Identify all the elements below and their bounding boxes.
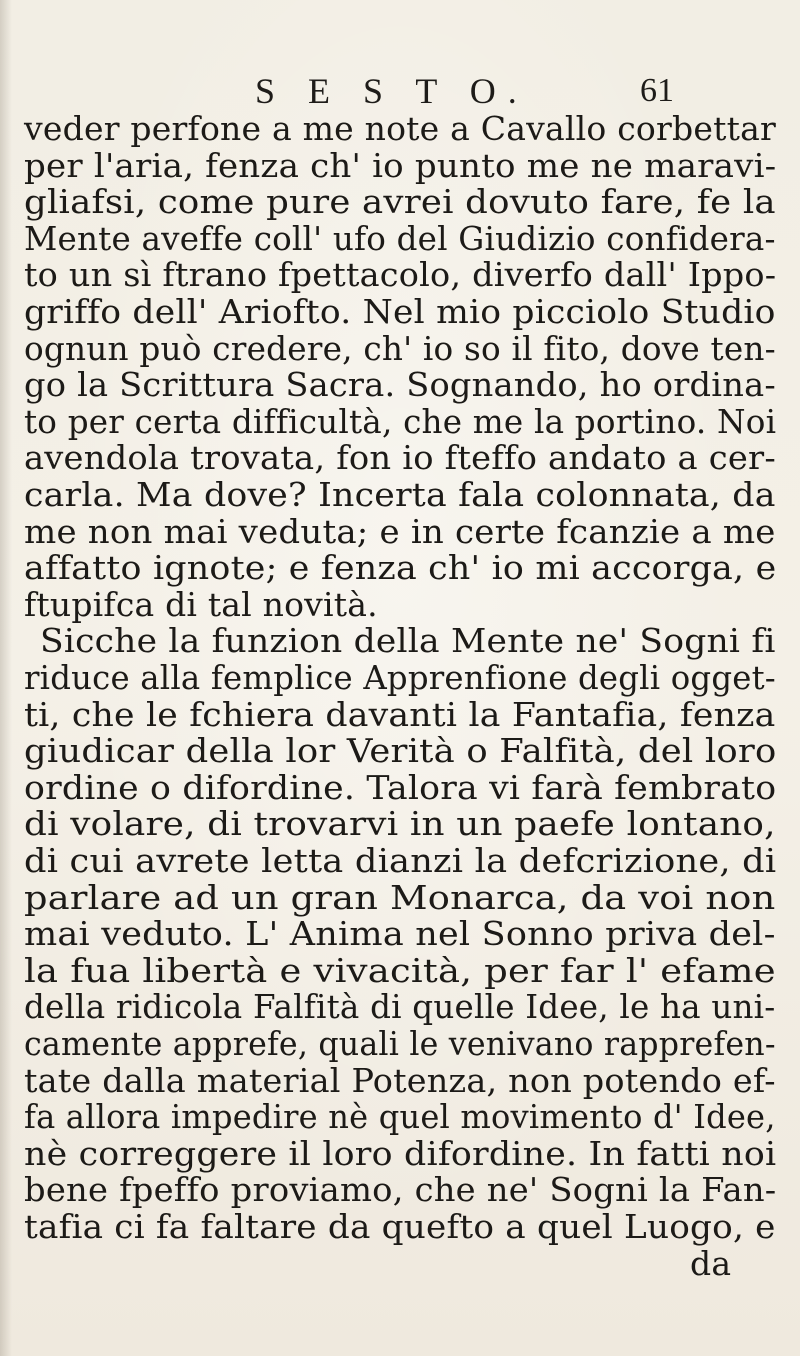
text-line: affatto ignote; e fenza ch' io mi accorga, e [24,548,777,588]
text-line: carla. Ma dove? Incerta fala colonnata, da [24,475,776,514]
text-line: veder perfone a me note a Cavallo corbettar [24,109,776,148]
text-line: tate dalla material Potenza, non potendo ef- [24,1060,776,1100]
text-line: bene fpeffo proviamo, che ne' Sogni la Fan- [24,1170,777,1210]
text-line: gliafsi, come pure avrei dovuto fare, fe la [24,182,776,222]
text-line: della ridicola Falfità di quelle Idee, le ha uni- [24,987,776,1027]
text-line: fa allora impedire nè quel movimento d' Idee, [24,1097,776,1137]
text-line: riduce alla femplice Apprenfione degli ogget- [24,658,776,697]
text-line: go la Scrittura Sacra. Sognando, ho ordina- [24,365,776,405]
text-line: camente apprefe, quali le venivano rapprefen- [24,1024,776,1063]
text-line: da [690,1243,732,1283]
page-number: 61 [640,72,674,109]
text-line: tafia ci fa faltare da quefto a quel Luogo, e [24,1207,776,1246]
text-line: ordine o difordine. Talora vi farà fembrato [24,767,777,807]
text-line: la fua libertà e vivacità, per far l' efame [24,950,776,990]
text-line: mai veduto. L' Anima nel Sonno priva del- [24,914,776,954]
text-line: Mente aveffe coll' ufo del Giudizio confidera- [24,218,776,258]
text-line: ti, che le fchiera davanti la Fantafia, fenza [24,694,776,734]
text-line: nè correggere il loro difordine. In fatti noi [24,1133,777,1173]
text-line: di cui avrete letta dianzi la defcrizione, di [24,841,777,880]
text-line: parlare ad un gran Monarca, da voi non [24,877,776,917]
text-line: giudicar della lor Verità o Falfità, del loro [24,731,777,771]
text-line: ftupifca di tal novità. [24,584,378,624]
text-line: ognun può credere, ch' io so il fito, dove ten- [24,328,776,368]
text-line: to un sì ftrano fpettacolo, diverfo dall' Ippo- [24,255,777,295]
text-line: di volare, di trovarvi in un paefe lontano, [24,804,776,844]
text-line: griffo dell' Ariofto. Nel mio picciolo Studio [24,292,776,331]
text-line: to per certa difficultà, che me la portino. Noi [24,401,777,441]
text-line: avendola trovata, fon io fteffo andato a cer- [24,438,776,478]
page-gutter-shadow [0,0,12,1356]
text-line: per l'aria, fenza ch' io punto me ne maravi- [24,145,777,185]
text-line: me non mai veduta; e in certe fcanzie a me [24,511,776,551]
text-line: Sicche la funzion della Mente ne' Sogni fi [40,621,776,661]
running-head: S E S T O. [255,71,529,111]
